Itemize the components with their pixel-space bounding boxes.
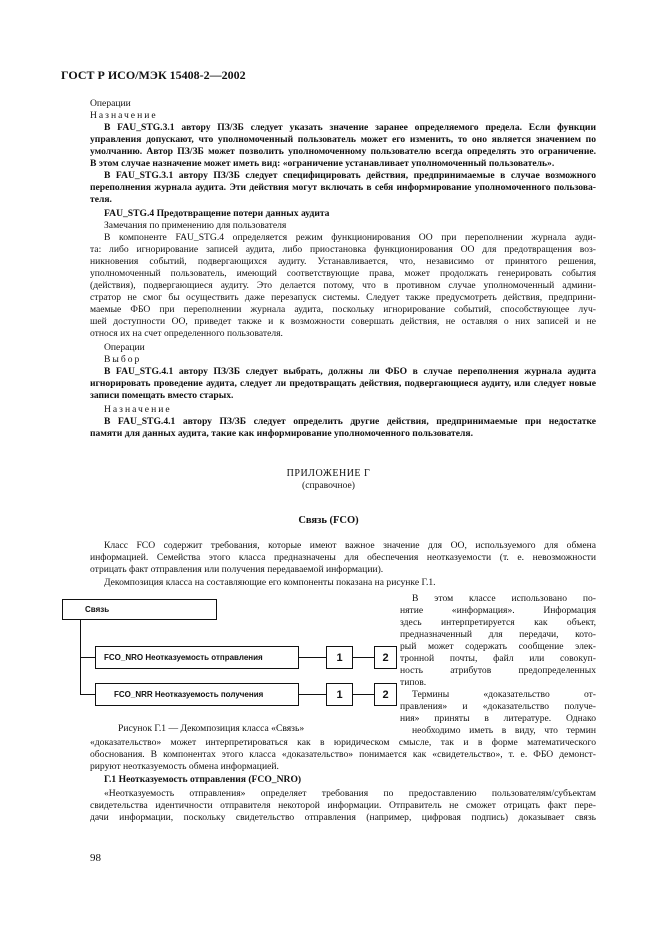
text-line: Декомпозиция класса на составляющие его компоненты показана на рисунке Г.1. — [104, 577, 436, 588]
component-box: 2 — [374, 683, 397, 706]
text-line: маемые ФБО при переполнении журнала аудита, поскольку игнорирование событий, способствующее луч- — [90, 304, 596, 315]
component-box: 1 — [326, 683, 353, 706]
operations-label: Операции — [90, 98, 131, 109]
notes-label: Замечания по применению для пользователя — [104, 220, 287, 231]
appendix-subtitle: (справочное) — [302, 480, 355, 491]
component-box: 1 — [326, 646, 353, 669]
text-line: свидетельства идентичности отправителя некоторой информации. Отправитель не сможет отрицать факт пере- — [90, 800, 596, 811]
text-line: В FAU_STG.3.1 автору ПЗ/ЗБ следует специфицировать действия, предпринимаемые в случае возможного — [104, 170, 596, 181]
page-number: 98 — [90, 852, 101, 864]
text-line: необходимо иметь в виду, что термин — [412, 725, 596, 736]
appendix-title: ПРИЛОЖЕНИЕ Г — [286, 468, 371, 479]
text-line: уполномоченный пользователь, имеющий соответствующие права, может продолжать генерировать события — [90, 268, 596, 279]
assignment-label: Назначение — [104, 404, 172, 415]
text-line: никновения событий, подвергающихся аудиту. Устанавливается, что, независимо от принятого решения, — [90, 256, 596, 267]
text-line: предназначенный для передачи, кото- — [400, 629, 596, 640]
text-line: памяти для данных аудита, такие как информирование уполномоченного пользователя. — [90, 428, 473, 439]
text-line: рируют неотказуемость обмена информацией. — [90, 761, 279, 772]
document-header: ГОСТ Р ИСО/МЭК 15408-2—2002 — [61, 68, 246, 82]
text-line: Термины «доказательство от- — [412, 689, 596, 700]
family-box-nro: FCO_NRO Неотказуемость отправления — [95, 646, 299, 669]
text-line: В компоненте FAU_STG.4 определяется режим функционирования ОО при переполнении журнала ауди- — [104, 232, 596, 243]
text-line: правления» и «доказательство получе- — [400, 701, 596, 712]
text-line: отрицать факт отправления или получения передаваемой информации). — [90, 564, 384, 575]
connector-line — [299, 694, 326, 695]
text-line: В FAU_STG.4.1 автору ПЗ/ЗБ следует выбрать, должны ли ФБО в случае переполнения журнала аудита — [104, 366, 596, 377]
text-line: ния» приняты в литературе. Однако — [400, 713, 596, 724]
connector-line — [353, 694, 374, 695]
text-line: ность атрибутов предопределенных — [400, 665, 596, 676]
text-line: шей доступности ОО, приведет также и к возможности совершать действия, не оставляя о них записей и не — [90, 316, 596, 327]
branch-line — [80, 694, 95, 695]
text-line: нятие «информация». Информация — [400, 605, 596, 616]
text-line: Класс FCO содержит требования, которые имеют важное значение для ОО, используемого для обмена — [104, 540, 596, 551]
text-line: В этом классе использовано по- — [412, 593, 596, 604]
family-box-nrr: FCO_NRR Неотказуемость получения — [95, 683, 299, 706]
class-title: Связь (FCO) — [298, 515, 359, 526]
text-line: относя их на счет определенного пользователя. — [90, 328, 283, 339]
text-line: игнорировать проведение аудита, следует ли предотвращать действия, подвергающиеся аудиту, или следует новые — [90, 378, 596, 389]
section-heading: FAU_STG.4 Предотвращение потери данных аудита — [104, 208, 330, 219]
text-line: типов. — [400, 677, 427, 688]
text-line: здесь интерпретируется как объект, — [400, 617, 596, 628]
text-line: тронной почты, файл или совокуп- — [400, 653, 596, 664]
text-line: переполнения журнала аудита. Эти действия могут включать в себя информирование уполномоченного пользова- — [90, 182, 596, 193]
connector-line — [299, 657, 326, 658]
branch-line — [80, 657, 95, 658]
text-line: В этом случае назначение может иметь вид: «ограничение устанавливает уполномоченный пользователь». — [90, 158, 555, 169]
connector-line — [353, 657, 374, 658]
section-heading: Г.1 Неотказуемость отправления (FCO_NRO) — [104, 774, 302, 785]
choice-label: Выбор — [104, 354, 142, 365]
text-line: управления допускают, что уполномоченный пользователь может его изменить, то оно является значением по — [90, 134, 596, 145]
text-line: умолчанию. Автор ПЗ/ЗБ может позволить уполномоченному пользователю всегда определять это ограничение. — [90, 146, 596, 157]
text-line: В FAU_STG.3.1 автору ПЗ/ЗБ следует указать значение заранее определяемого предела. Если функции — [104, 122, 596, 133]
text-line: В FAU_STG.4.1 автору ПЗ/ЗБ следует определить другие действия, предпринимаемые при недостатке — [104, 416, 596, 427]
text-line: рый может содержать сообщение элек- — [400, 641, 596, 652]
text-line: «Неотказуемость отправления» определяет требования по предоставлению пользователям/субъектам — [104, 788, 596, 799]
component-box: 2 — [374, 646, 397, 669]
text-line: стратор не смог бы осуществить даже перезапуск системы. Следует также предусмотреть действия, предприни- — [90, 292, 596, 303]
text-line: дачи информации, поскольку свидетельство отправления (например, цифровая подпись) доказывает связь — [90, 812, 596, 823]
assignment-label: Назначение — [90, 110, 158, 121]
text-line: (действия), подвергающиеся аудиту. Это делается потому, что в противном случае уполномоченный админи- — [90, 280, 596, 291]
text-line: информацией. Семейства этого класса предназначены для обеспечения неотказуемости (т. е. невозможности — [90, 552, 596, 563]
operations-label: Операции — [104, 342, 145, 353]
text-line: обоснования. В компонентах этого класса «доказательство» понимается как «свидетельство», т. е. ФБО демонст- — [90, 749, 596, 760]
class-box: Связь — [62, 599, 217, 620]
text-line: записи помещать вместо старых. — [90, 390, 234, 401]
text-line: «доказательство» может интерпретироваться как в юридическом смысле, так и в форме математического — [90, 737, 596, 748]
text-line: теля. — [90, 194, 112, 205]
text-line: та: либо игнорирование записей аудита, либо приостановка функционирования ОО для предотвращения воз- — [90, 244, 596, 255]
figure-caption: Рисунок Г.1 — Декомпозиция класса «Связь» — [118, 723, 305, 734]
